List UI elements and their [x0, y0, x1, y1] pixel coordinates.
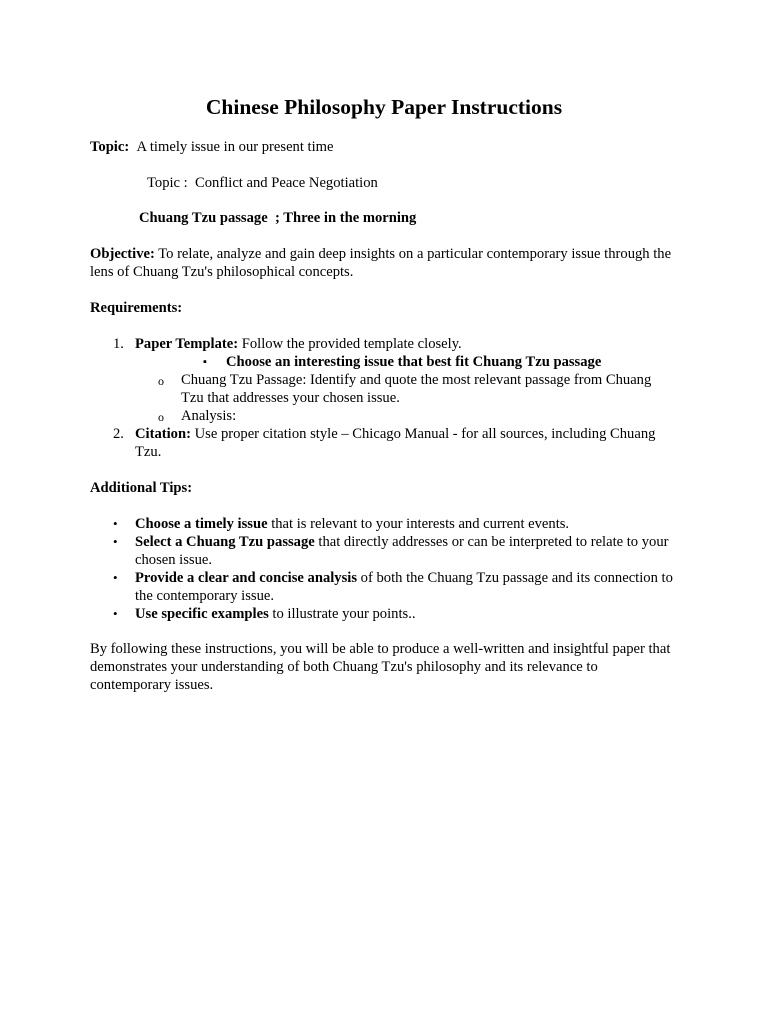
requirement-1-text: Follow the provided template closely. [241, 336, 462, 352]
tip-text: that is relevant to your interests and current events. [267, 516, 570, 532]
tip-bold: Provide a clear and concise analysis [135, 570, 358, 586]
tip-item [135, 605, 683, 623]
objective-paragraph [90, 245, 682, 281]
template-subitem-passage: Chuang Tzu Passage: Identify and quote the most relevant passage from Chuang Tzu that addresses your chosen issue. [181, 372, 652, 406]
o-bullet-icon: o [158, 374, 164, 388]
template-subitem-analysis: Analysis: [181, 408, 237, 424]
passage-line: Chuang Tzu passage ; Three in the morning [139, 210, 417, 226]
requirement-1-marker: 1. [113, 336, 124, 352]
requirement-2 [135, 425, 680, 461]
topic-label: Topic: [90, 139, 130, 155]
closing-paragraph: By following these instructions, you will be able to produce a well-written and insightful paper that demonstrates your understanding of both Chuang Tzu's philosophy and its relevance to contemporary issues. [90, 641, 671, 693]
requirement-1-label: Paper Template: [135, 336, 239, 352]
topic-value: A timely issue in our present time [136, 139, 334, 155]
requirement-2-label: Citation: [135, 426, 191, 442]
subtopic-value: Conflict and Peace Negotiation [195, 175, 378, 191]
objective-label: Objective: [90, 246, 155, 262]
topic-line [90, 138, 334, 156]
requirements-heading: Requirements: [90, 300, 183, 316]
tip-text: to illustrate your points.. [268, 606, 416, 622]
requirement-2-marker: 2. [113, 426, 124, 442]
tip-item [135, 533, 683, 569]
requirement-1 [135, 335, 683, 353]
bullet-icon: • [113, 570, 118, 585]
requirement-2-text: Use proper citation style – Chicago Manual - for all sources, including Chuang Tzu. [135, 426, 656, 460]
bullet-icon: • [113, 516, 118, 531]
tips-heading: Additional Tips: [90, 480, 193, 496]
subtopic-line [147, 174, 378, 192]
tip-text: of both the Chuang Tzu passage and its connection to the contemporary issue. [135, 570, 673, 604]
square-bullet-icon: ▪ [203, 356, 207, 368]
bullet-icon: • [113, 606, 118, 621]
bullet-icon: • [113, 534, 118, 549]
subtopic-label: Topic : [147, 175, 188, 191]
tip-bold: Use specific examples [135, 606, 269, 622]
tip-item [135, 569, 683, 605]
template-subitem-issue: Choose an interesting issue that best fit Chuang Tzu passage [226, 354, 602, 370]
page-title: Chinese Philosophy Paper Instructions [205, 95, 563, 119]
tip-bold: Choose a timely issue [135, 516, 268, 532]
o-bullet-icon: o [158, 410, 164, 424]
tip-item [135, 515, 683, 533]
tip-text: that directly addresses or can be interpreted to relate to your chosen issue. [135, 534, 669, 568]
tip-bold: Select a Chuang Tzu passage [135, 534, 315, 550]
objective-text: To relate, analyze and gain deep insights on a particular contemporary issue through the lens of Chuang Tzu's philosophical concepts. [90, 246, 672, 280]
